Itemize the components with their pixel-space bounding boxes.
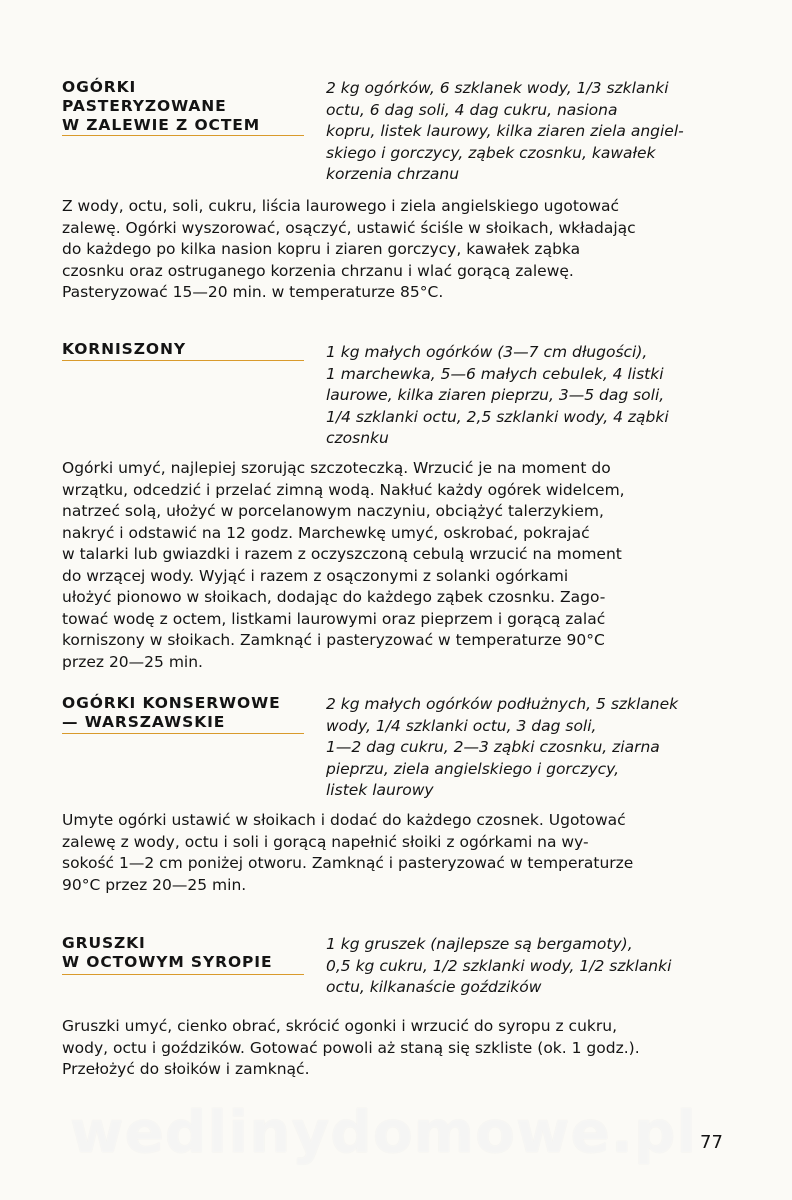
recipe-title [62,694,281,732]
method-line: Ogórki umyć, najlepiej szorując szczoteczką. Wrzucić je na moment do [62,459,611,477]
method-line: wrzątku, odcedzić i przelać zimną wodą. Nakłuć każdy ogórek widelcem, [62,480,625,499]
method-line: zalewę. Ogórki wyszorować, osączyć, ustawić ściśle w słoikach, wkładając [62,218,636,237]
ingredients-line: 1 marchewka, 5—6 małych cebulek, 4 listki [326,364,664,383]
ingredients-line: listek laurowy [326,781,434,799]
method-text [62,458,734,673]
ingredients-line: korzenia chrzanu [326,165,460,183]
method-text [62,1016,734,1081]
ingredients-line: pieprzu, ziela angielskiego i gorczycy, [326,759,620,778]
method-line: do każdego po kilka nasion kopru i ziaren gorczycy, kawałek ząbka [62,240,581,258]
method-line: do wrzącej wody. Wyjąć i razem z osączonymi z solanki ogórkami [62,566,569,585]
recipe-title [62,78,260,135]
method-line: natrzeć solą, ułożyć w porcelanowym naczyniu, obciążyć talerzykiem, [62,502,604,520]
method-line: Umyte ogórki ustawić w słoikach i dodać do każdego czosnek. Ugotować [62,811,626,829]
recipe-title [62,340,186,359]
ingredients-line: 1 kg gruszek (najlepsze są bergamoty), [326,935,633,953]
method-text [62,196,734,304]
watermark: wedlinydomowe.pl [70,1098,698,1166]
ingredients-line: 2 kg ogórków, 6 szklanek wody, 1/3 szklanki [326,79,669,97]
method-line: Pasteryzować 15—20 min. w temperaturze 85°C. [62,283,444,301]
recipe-title-line: KORNISZONY [62,340,186,358]
method-line: tować wodę z octem, listkami laurowymi oraz pieprzem i gorącą zalać [62,609,606,628]
ingredients-line: 1/4 szklanki octu, 2,5 szklanki wody, 4 ząbki [326,407,669,426]
ingredients-line: octu, kilkanaście goździków [326,978,542,996]
method-line: Gruszki umyć, cienko obrać, skrócić ogonki i wrzucić do syropu z cukru, [62,1017,618,1035]
method-line: nakryć i odstawić na 12 godz. Marchewkę umyć, oskrobać, pokrajać [62,523,590,542]
ingredients-line: laurowe, kilka ziaren pieprzu, 3—5 dag soli, [326,386,665,404]
method-line: Przełożyć do słoików i zamknąć. [62,1060,310,1078]
method-line: przez 20—25 min. [62,652,203,671]
method-line: korniszony w słoikach. Zamknąć i pasteryzować w temperaturze 90°C [62,631,605,649]
method-line: wody, octu i goździków. Gotować powoli aż staną się szkliste (ok. 1 godz.). [62,1038,640,1057]
recipe-title-line: OGÓRKI [62,78,137,96]
title-underline [62,974,304,975]
page-number: 77 [700,1132,723,1153]
title-underline [62,733,304,734]
recipe-title-line: PASTERYZOWANE [62,97,227,115]
ingredients-list [326,694,734,802]
ingredients-list [326,934,734,999]
ingredients-list [326,78,734,186]
recipe-title-line: — WARSZAWSKIE [62,713,226,731]
method-text [62,810,734,896]
recipe-title-line: OGÓRKI KONSERWOWE [62,694,281,712]
method-line: zalewę z wody, octu i soli i gorącą napełnić słoiki z ogórkami na wy- [62,832,589,851]
ingredients-line: czosnku [326,429,389,447]
ingredients-line: octu, 6 dag soli, 4 dag cukru, nasiona [326,100,618,119]
ingredients-line: 2 kg małych ogórków podłużnych, 5 szklanek [326,695,679,713]
recipe-title-line: GRUSZKI [62,934,146,952]
method-line: sokość 1—2 cm poniżej otworu. Zamknąć i pasteryzować w temperaturze [62,854,634,872]
method-line: czosnku oraz ostruganego korzenia chrzanu i wlać gorącą zalewę. [62,261,574,280]
ingredients-line: 1 kg małych ogórków (3—7 cm długości), [326,343,648,361]
ingredients-line: 0,5 kg cukru, 1/2 szklanki wody, 1/2 szklanki [326,956,672,975]
title-underline [62,360,304,361]
method-line: w talarki lub gwiazdki i razem z oczyszczoną cebulą wrzucić na moment [62,545,622,563]
ingredients-list [326,342,734,450]
method-line: ułożyć pionowo w słoikach, dodając do każdego ząbek czosnku. Zago- [62,588,606,606]
recipe-title-line: W OCTOWYM SYROPIE [62,953,273,971]
recipe-title [62,934,272,972]
ingredients-line: skiego i gorczycy, ząbek czosnku, kawałek [326,143,656,162]
recipe-title-line: W ZALEWIE Z OCTEM [62,116,261,134]
ingredients-line: wody, 1/4 szklanki octu, 3 dag soli, [326,716,597,735]
method-line: Z wody, octu, soli, cukru, liścia laurowego i ziela angielskiego ugotować [62,197,620,215]
ingredients-line: 1—2 dag cukru, 2—3 ząbki czosnku, ziarna [326,738,660,756]
ingredients-line: kopru, listek laurowy, kilka ziaren ziela angiel- [326,122,684,140]
title-underline [62,135,304,136]
method-line: 90°C przez 20—25 min. [62,875,247,894]
